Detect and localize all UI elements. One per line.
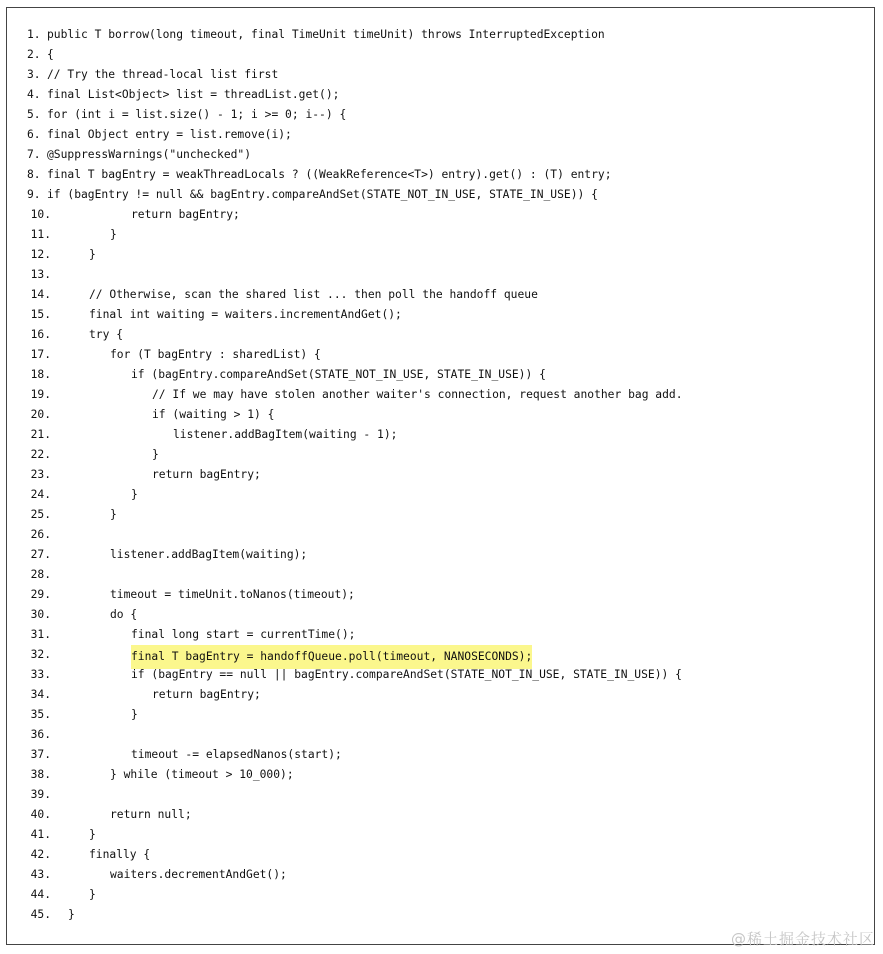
code-text: listener.addBagItem(waiting);	[110, 548, 308, 561]
code-text: }	[152, 448, 159, 461]
code-text: final Object entry = list.remove(i);	[47, 128, 292, 141]
code-text: final long start = currentTime();	[131, 628, 356, 641]
line-number: 28.	[30, 568, 51, 581]
code-text: listener.addBagItem(waiting - 1);	[173, 428, 398, 441]
code-text: final T bagEntry = weakThreadLocals ? ((WeakReference<T>) entry).get() : (T) entry;	[47, 168, 612, 181]
line-number: 45.	[30, 908, 51, 921]
line-number: 4.	[27, 88, 41, 101]
highlighted-code-text: final T bagEntry = handoffQueue.poll(timeout, NANOSECONDS);	[131, 645, 532, 669]
code-text: finally {	[89, 848, 151, 861]
code-text: return bagEntry;	[152, 688, 261, 701]
line-number: 7.	[27, 148, 41, 161]
line-number: 43.	[30, 868, 51, 881]
code-text: @SuppressWarnings("unchecked")	[47, 148, 252, 161]
code-text: timeout = timeUnit.toNanos(timeout);	[110, 588, 355, 601]
code-text: // If we may have stolen another waiter's connection, request another bag add.	[152, 388, 683, 401]
line-number: 6.	[27, 128, 41, 141]
line-number: 18.	[30, 368, 51, 381]
line-number: 11.	[30, 228, 51, 241]
line-number: 40.	[30, 808, 51, 821]
line-number: 34.	[30, 688, 51, 701]
code-text: do {	[110, 608, 138, 621]
code-text: }	[89, 888, 96, 901]
code-text: final List<Object> list = threadList.get();	[47, 88, 340, 101]
code-text: if (bagEntry == null || bagEntry.compareAndSet(STATE_NOT_IN_USE, STATE_IN_USE)) {	[131, 668, 682, 681]
line-number: 17.	[30, 348, 51, 361]
line-number: 38.	[30, 768, 51, 781]
code-text: }	[131, 708, 138, 721]
code-text: for (T bagEntry : sharedList) {	[110, 348, 321, 361]
line-number: 37.	[30, 748, 51, 761]
code-text: try {	[89, 328, 124, 341]
code-text: }	[68, 908, 75, 921]
code-text: // Try the thread-local list first	[47, 68, 279, 81]
line-number: 16.	[30, 328, 51, 341]
code-text: }	[131, 488, 138, 501]
line-number: 33.	[30, 668, 51, 681]
code-text: waiters.decrementAndGet();	[110, 868, 287, 881]
code-text: } while (timeout > 10_000);	[110, 768, 294, 781]
line-number: 41.	[30, 828, 51, 841]
line-number: 23.	[30, 468, 51, 481]
code-text: public T borrow(long timeout, final TimeUnit timeUnit) throws InterruptedException	[47, 28, 605, 41]
line-number: 29.	[30, 588, 51, 601]
line-number: 3.	[27, 68, 41, 81]
code-text: {	[47, 48, 54, 61]
line-number: 5.	[27, 108, 41, 121]
watermark: @稀土掘金技术社区	[730, 930, 875, 948]
code-text: }	[110, 228, 117, 241]
line-number: 27.	[30, 548, 51, 561]
code-text: if (bagEntry != null && bagEntry.compareAndSet(STATE_NOT_IN_USE, STATE_IN_USE)) {	[47, 188, 598, 201]
line-number: 36.	[30, 728, 51, 741]
line-number: 22.	[30, 448, 51, 461]
code-text: return bagEntry;	[152, 468, 261, 481]
line-number: 44.	[30, 888, 51, 901]
line-number: 42.	[30, 848, 51, 861]
code-listing-frame	[6, 7, 875, 945]
line-number: 13.	[30, 268, 51, 281]
line-number: 20.	[30, 408, 51, 421]
line-number: 32.	[30, 648, 51, 661]
line-number: 31.	[30, 628, 51, 641]
line-number: 8.	[27, 168, 41, 181]
line-number: 14.	[30, 288, 51, 301]
code-text: // Otherwise, scan the shared list ... then poll the handoff queue	[89, 288, 538, 301]
code-text: if (bagEntry.compareAndSet(STATE_NOT_IN_USE, STATE_IN_USE)) {	[131, 368, 546, 381]
line-number: 15.	[30, 308, 51, 321]
line-number: 2.	[27, 48, 41, 61]
line-number: 35.	[30, 708, 51, 721]
line-number: 25.	[30, 508, 51, 521]
line-number: 30.	[30, 608, 51, 621]
line-number: 19.	[30, 388, 51, 401]
code-text: timeout -= elapsedNanos(start);	[131, 748, 342, 761]
line-number: 24.	[30, 488, 51, 501]
line-number: 39.	[30, 788, 51, 801]
line-number: 26.	[30, 528, 51, 541]
line-number: 9.	[27, 188, 41, 201]
code-text: for (int i = list.size() - 1; i >= 0; i--) {	[47, 108, 347, 121]
code-text: }	[89, 248, 96, 261]
code-text: return bagEntry;	[131, 208, 240, 221]
line-number: 21.	[30, 428, 51, 441]
code-text: return null;	[110, 808, 192, 821]
line-number: 1.	[27, 28, 41, 41]
code-text: }	[89, 828, 96, 841]
line-number: 12.	[30, 248, 51, 261]
code-text: }	[110, 508, 117, 521]
code-text: if (waiting > 1) {	[152, 408, 275, 421]
code-text: final int waiting = waiters.incrementAndGet();	[89, 308, 402, 321]
line-number: 10.	[30, 208, 51, 221]
